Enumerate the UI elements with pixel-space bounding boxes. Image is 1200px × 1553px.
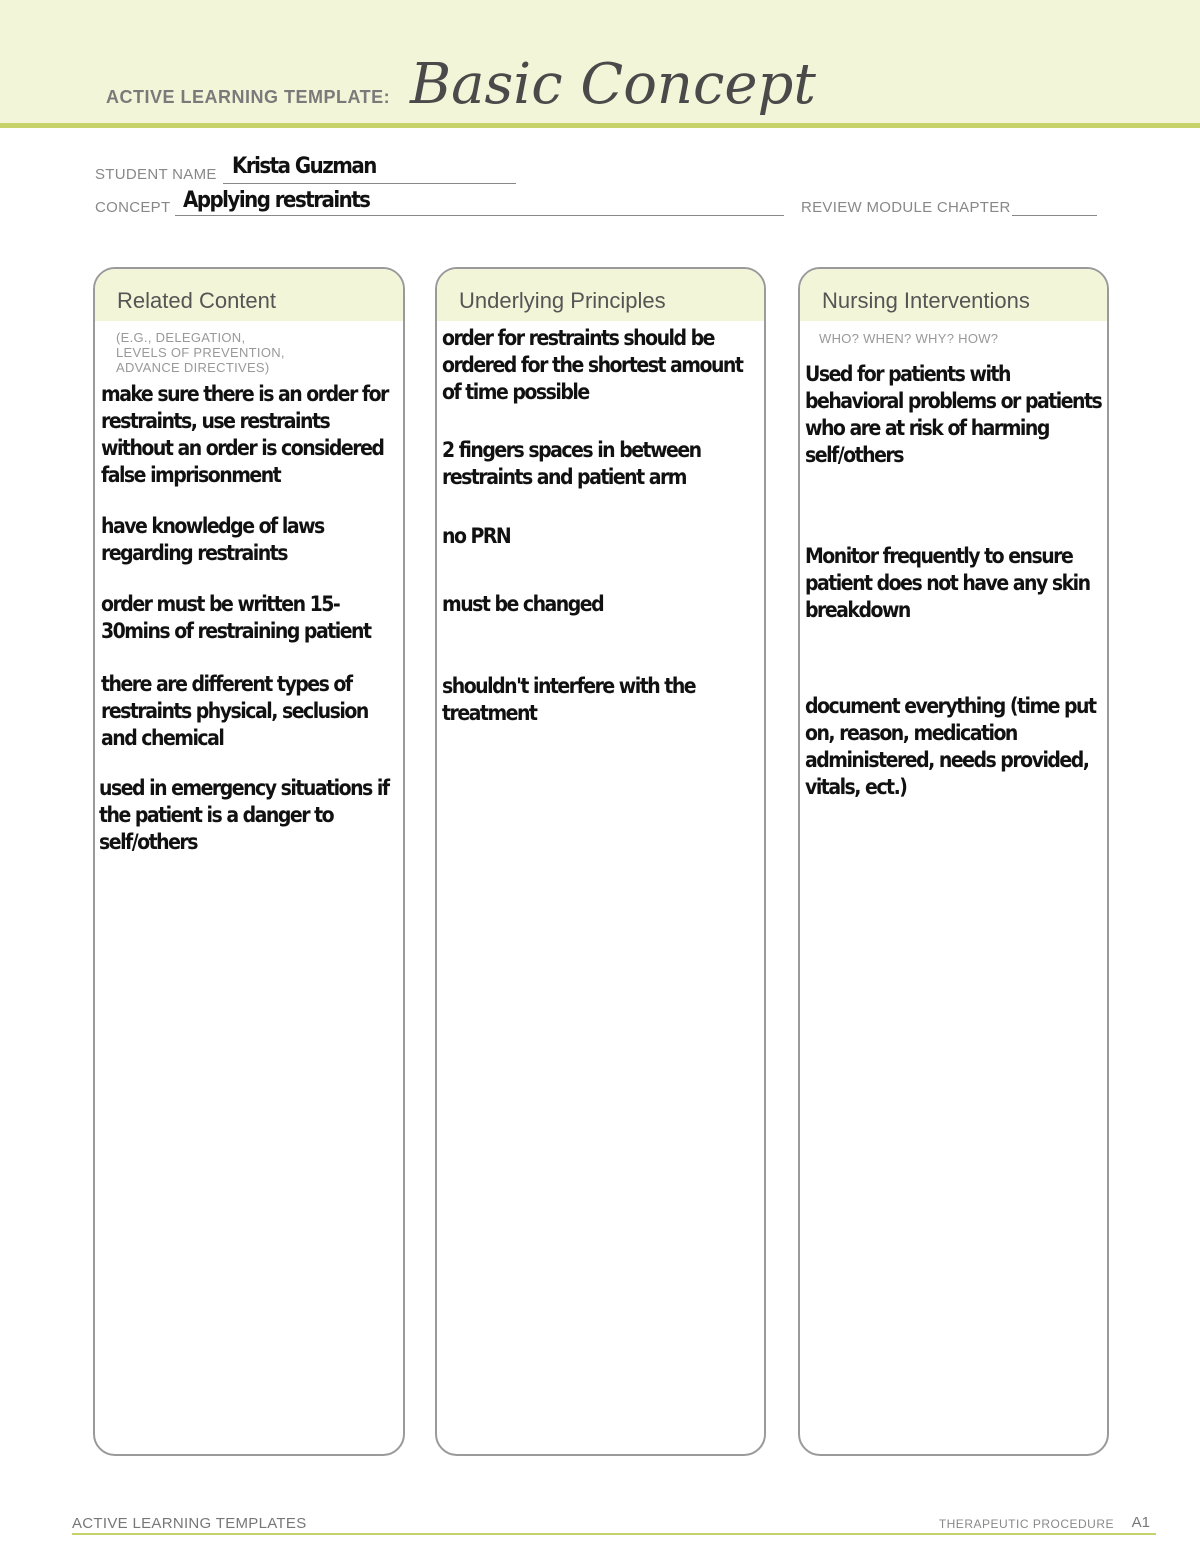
related-note-3: order must be written 15-30mins of restraining patient (101, 592, 371, 643)
header-band (0, 0, 1200, 128)
related-note-4: there are different types of restraints physical, seclusion and chemical (101, 672, 368, 750)
related-note-2: have knowledge of laws regarding restraints (101, 514, 324, 565)
hint-line: LEVELS OF PREVENTION, (116, 345, 285, 360)
student-name-label: STUDENT NAME (95, 166, 217, 183)
review-chapter-label: REVIEW MODULE CHAPTER (801, 199, 1011, 216)
nursing-interventions-hint: WHO? WHEN? WHY? HOW? (819, 331, 999, 346)
related-content-title: Related Content (95, 269, 403, 321)
nursing-interventions-title: Nursing Interventions (800, 269, 1107, 321)
footer-rule (72, 1533, 1156, 1535)
related-content-hint (116, 330, 285, 375)
hint-line: ADVANCE DIRECTIVES) (116, 360, 270, 375)
concept-label: CONCEPT (95, 199, 171, 216)
underlying-principles-panel (435, 267, 766, 1456)
template-label: ACTIVE LEARNING TEMPLATE: (106, 87, 391, 107)
student-name-line (223, 183, 516, 184)
principle-note-2: 2 fingers spaces in between restraints and patient arm (442, 438, 701, 489)
footer-procedure-label: THERAPEUTIC PROCEDURE (938, 1517, 1114, 1531)
related-note-5: used in emergency situations if the patient is a danger to self/others (99, 776, 389, 854)
related-content-panel (93, 267, 405, 1456)
principle-note-1: order for restraints should be ordered for the shortest amount of time possible (442, 326, 743, 404)
review-chapter-line[interactable] (1012, 215, 1097, 216)
concept-value[interactable]: Applying restraints (183, 188, 370, 213)
intervention-note-1: Used for patients with behavioral problems or patients who are at risk of harming self/others (805, 362, 1102, 467)
principle-note-5: shouldn't interfere with the treatment (442, 674, 696, 725)
hint-line: (E.G., DELEGATION, (116, 330, 246, 345)
related-note-1: make sure there is an order for restraints, use restraints without an order is considered false imprisonment (101, 382, 388, 487)
intervention-note-2: Monitor frequently to ensure patient does not have any skin breakdown (805, 544, 1090, 622)
page-title: Basic Concept (410, 52, 816, 117)
principle-note-3: no PRN (442, 524, 511, 548)
concept-line (175, 215, 784, 216)
footer-page-number: A1 (1131, 1514, 1150, 1531)
underlying-principles-title: Underlying Principles (437, 269, 764, 321)
principle-note-4: must be changed (442, 592, 604, 616)
intervention-note-3: document everything (time put on, reason, medication administered, needs provided, vitals, ect.) (805, 694, 1096, 799)
student-name-value[interactable]: Krista Guzman (232, 154, 376, 179)
nursing-interventions-panel (798, 267, 1109, 1456)
footer-left-label: ACTIVE LEARNING TEMPLATES (72, 1515, 307, 1532)
